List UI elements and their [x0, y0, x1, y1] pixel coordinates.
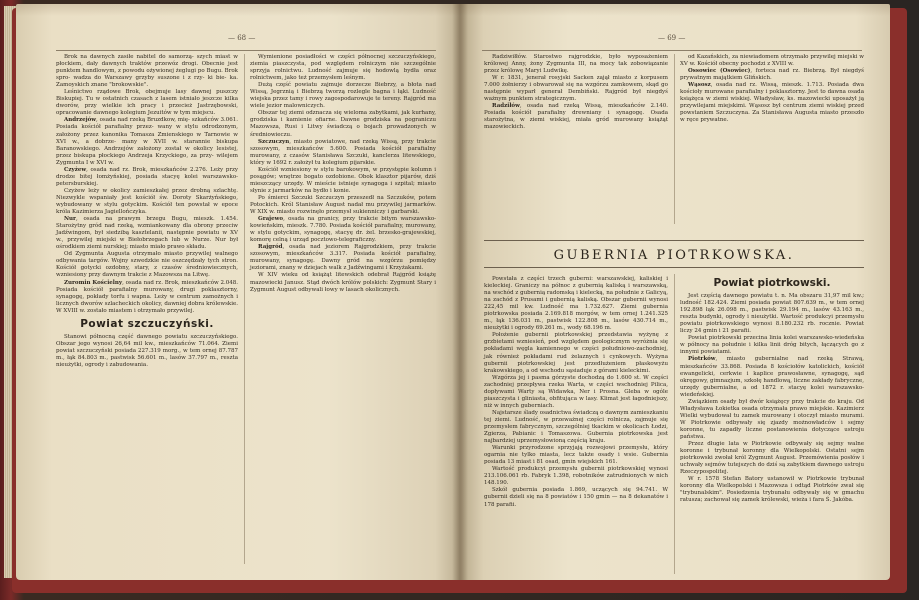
left-column-1	[56, 54, 238, 369]
paragraph: Kościół wzniesiony w stylu barokowym, w przystępie kolumn i posągów; wnętrze bogato ozdobione. Obok klasztor pijarów, dziś mieszczący urzędy. W mieście istnieje synagoga i szpital; miasto słynie z jarmarków na bydło i konie.	[250, 166, 436, 194]
heading-rule-bottom	[484, 267, 864, 268]
column-rule	[244, 54, 245, 564]
left-column-2	[250, 54, 436, 294]
right-bottom-column-2	[680, 276, 864, 504]
right-page	[462, 4, 890, 580]
paragraph: Szczuczyn, miasto powiatowe, nad rzeką Wissą, przy trakcie szosowym, mieszkańców 5.600. Posiada kościół parafialny murowany, z czasów Stanisława Szczuki, kanclerza litewskiego, który w 1692 r. założył tu kolegium pijarskie.	[250, 138, 436, 166]
paragraph: Powstała z części trzech guberni: warszawskiej, kaliskiej i kieleckiej. Graniczy na północ z gubernią kaliską i warszawską, na wschód z gubernią radomską i kielecką, na południe z Galicyą, na zachód z Prusami i gubernią kaliską. Obszar gubernii wynosi 222,45 mil kw. Ludność ma 1.732.627. Ziemi gubernia piotrkowska posiada 2.169.818 morgów, w tem ornej 1.241.325 m., łąk 136.031 m., pastwisk 122.808 m., lasów 430.714 m., nieużytki i ogrody 69.261 m., wody 68.196 m.	[484, 276, 668, 332]
paragraph: Radziwiłłów. Starostwo rajgrodzkie, było wyposażeniem królowej Anny, żony Zygmunta III, na mocy tak zobowiązanie przez królowę Maryi Ludwikę.	[484, 54, 668, 75]
paragraph: Brok na dawnych zasiłe nabitel do samorzą- szych miast w płockiem, dały dawnych traktów przewóz drogi. Obecnie jest punktem handlowym, z powodu ożywionej żeglugi po Bugu. Brok spro- wadza do Warszawy grzyby suszone i z rzy- ki bie- ka. Zamoyskich znane "brokowskie".	[56, 54, 238, 89]
entry-name: Radziłów	[492, 103, 520, 110]
paragraph: od Kazańskich, za niewiadomem otrzymało przywilej miejski w XV w. Kościół obecny pochodzi z XVIII w.	[680, 54, 864, 68]
page-shadow	[462, 4, 890, 16]
paragraph: Po śmierci Szczuki Szczuczyn przeszedł na Szczuków, potem Potockich. Król Stanisław August nadał mu przywilej jarmarków. W XIX w. miasto rozwinęło przemysł sukienniczy i garbarski.	[250, 194, 436, 216]
entry-name: Czyżew	[64, 166, 87, 173]
right-top-column-1-text	[484, 54, 668, 132]
column-rule-bottom	[674, 274, 675, 574]
paragraph: W r. 1578 Stefan Batory ustanowił w Piotrkowie trybunał koronny dla Wielkopolski i Mazowsza i odtąd Piotrków zwał się "trybunalskim". Posiedzenia trybunału odbywały się w gmachu ratusza; zachował się zamek królewski, wieża i fara Ś. Jakóba.	[680, 476, 864, 504]
main-heading: GUBERNIA PIOTRKOWSKA.	[553, 248, 795, 263]
left-column-1-tail	[56, 334, 238, 369]
paragraph: Radziłów, osada nad rzeką Wissą, mieszkańców 2.140. Posiada kościół parafialny drewniany i synagogę. Osada starożytna, w ziemi wiskiej, miała gród murowany książąt mazowieckich.	[484, 103, 668, 131]
paragraph: Nur, osada na prawym brzegu Bugu, mieszk. 1.454. Starożytny gród nad rzeką, wzmiankowany dla obrony przeciw Jadźwingom, był siedzibą kasztelanii, następnie powiatu w XV w., przywilej miejski w Biełobrzegach lub w Nurze. Nur był ośrodkiem ziemi nurskiej; miasto miało prawo składu.	[56, 216, 238, 251]
entry-name: Nur	[64, 216, 76, 223]
paragraph: Wartość produkcyi przemysłu gubernii piotrkowskiej wynosi 213.106.061 rb. Fabryk 1.398, robotników zatrudnionych w nich 148.190.	[484, 466, 668, 487]
entry-name: Wąsosz	[688, 82, 711, 89]
paragraph: Andrzejów, osada nad rzeką Bruzdkow, mię- szkańców 3.061. Posiada kościół parafialny przez- wany w stylu odrodzonym, założony przez kanonika Tomasza Zmienskiego w Tarnowie w XVI w., a dobrze- many w XVII w. starannie biskupa Baranowskiego. Andrzejów założony został w okolicy lesistej, przez biskupa płockiego Andrzeja Krzyckiego, za przy- wilejem Zygmunta I w XVI w.	[56, 117, 238, 166]
right-bottom-column-1-text	[484, 276, 668, 509]
paragraph: Czyżew leży w okolicy zamieszkałej przez drobną szlachtę. Niezwykle wspaniały jest kościół św. Doroty Skarżyńskiego, wybudowany w stylu gotyckim. Kościół ten powstał w epoce króla Kazimierza Jagiellończyka.	[56, 187, 238, 216]
paragraph: Zuromin Kościelny, osada nad rz. Brok, mieszkańców 2.048. Posiada kościół parafialny murowany, drugi poklasztorny, synagogę, pokłady torfu i wapna. Leży w centrum zamożnych i licznych dworów szlacheckich okolicy, dawniej dobra królewskie. W XVIII w. zostało miastem i otrzymało przywilej.	[56, 279, 238, 314]
right-bottom-column-2-text	[680, 293, 864, 504]
paragraph: Najstarsze ślady osadnictwa świadczą o dawnym zamieszkaniu tej ziemi. Ludność, w przeważnej części rolnicza, zajmuje się przemysłem fabrycznym, szczególniej tkackim w okolicach Łodzi, Zgierza, Pabianic i Tomaszowa. Gubernia piotrkowska jest najbardziej uprzemysłowioną częścią kraju.	[484, 409, 668, 445]
paragraph: Wzgórza jej i pasma górzyste dochodzą do 1.600 st. W części zachodniej przepływa rzeka Warta, w części wschodniej Pilica, dopływami Warty są Widawka, Ner i Prosna. Gleba w ogóle piaszczysta i gliniasta, obfitująca w lasy. Klimat jest łagodniejszy, niż w innych guberniach.	[484, 374, 668, 409]
paragraph: Dużą część powiatu zajmuje dorzecze Biebrzy, a błota nad Wissą, Jegrznią i Biebrzą tworzą rozlegle bagna i łąki. Ludność wiejska przez tamy i rowy zagospodarowuje te tereny. Rajgród ma wiele jezior malowniczych.	[250, 82, 436, 110]
subsection-title: Powiat piotrkowski.	[713, 277, 831, 289]
paragraph: Czyżew, osada nad rz. Brok, mieszkańców 2.276. Leży przy drodze bitej łomżyńskiej, posiada stacyę kolei warszawsko-petersburskiej.	[56, 166, 238, 187]
paragraph: Położenie gubernii piotrkowskiej przedstawia wyżynę z grzbietami wzniesień, pod względem geologicznym wyróżnia się pokładami węgla kamiennego w części południowo-zachodniej, jak również pokładami rud żelaznych i cynkowych. Wyżyna gubernii piotrkowskiej jest przedłużeniem płaskowyżu krakowskiego, a od wschodu sąsiaduje z górami kieleckimi.	[484, 332, 668, 374]
paragraph: Szkół gubernia posiada 1.869, uczących się 94.741. W gubernii dzieli się na 8 powiatów i 150 gmin — na 8 dekanatów i 178 parafii.	[484, 487, 668, 508]
section-title: Powiat szczuczyński.	[80, 317, 214, 330]
paragraph: Rajgród, osada nad jeziorem Rajgrodzkiem, przy trakcie szosowym, mieszkańców 3.317. Posiada kościół parafialny, murowany, synagogę. Dawny gród na wzgórzu pomiędzy jeziorami, znany w dziejach walk z Jadźwingami i Krzyżakami.	[250, 244, 436, 272]
right-top-column-2	[680, 54, 864, 124]
right-page-number: — 69 —	[658, 34, 686, 42]
paragraph: Jest częścią dawnego powiatu t. n. Ma obszaru 31,97 mil kw.; ludność 182.424. Ziemi posiada powiat 807.639 m., w tem ornej 192.898 łąk 26.098 m., pastwisk 29.194 m., lasów 43.163 m., reszta budynki, ogrody i nieużytki. Wartość produkcyi przemysłu powiatu piotrkowskiego wynosi 8.180.232 rb. rocznie. Powiat liczy 24 gmin i 21 parafii.	[680, 293, 864, 335]
page-shadow	[16, 4, 462, 16]
left-column-1-text	[56, 54, 238, 315]
paragraph: Od Zygmunta Augusta otrzymało miasto przywilej walnego odbywania targów. Wojny szwedzkie nie oszczędzały tych stron. Kościół gotycki ozdobny, stary, z czasów średniowiecznych, wzniesiony przy dawnym trakcie z Mazowsza na Litwę.	[56, 251, 238, 279]
entry-name: Rajgród	[258, 244, 283, 251]
paragraph: Grajewo, osada na granicy, przy trakcie bitym warszawsko-kowieńskim, mieszk. 7.780. Posiada kościół parafialny, murowany, w stylu gotyckim, synagogę, stacyę dr. żel. brzesko-grajewskiej, komorę celną i urząd pocztowo-telegraficzny.	[250, 216, 436, 244]
paragraph: Piotrków, miasto gubernialne nad rzeką Strawą, mieszkańców 33.868. Posiada 8 kościołów katolickich, kościół ewangelicki, cerkwie i kaplice prawosławne, synagogę, sąd okręgowy, gimnazjum, szkołę handlową, liczne zakłady fabryczne, urzędy gubernialne, a od 1872 r. stacyę kolei warszawsko-wiedeńskiej.	[680, 356, 864, 398]
top-rule	[482, 50, 862, 51]
left-page	[16, 4, 462, 580]
entry-name: Piotrków	[688, 356, 716, 363]
top-rule	[56, 50, 436, 51]
paragraph: Ossowiec (Osowiec), forteca nad rz. Biebrzą. Był niegdyś prywatnym majątkiem Glińskich.	[680, 68, 865, 82]
heading-rule-top	[484, 240, 864, 241]
paragraph: Obszar tej ziemi odznacza się wieloma zabytkami, jak kurhany, grodziska i kamienie ofiarne. Dawne grodziska na pograniczu Mazowsza, Rusi i Litwy świadczą o bojach prowadzonych w średniowieczu.	[250, 110, 436, 138]
left-page-number: — 68 —	[228, 34, 256, 42]
paragraph: Leśnictwo rządowe Brok, obejmuje lasy dawnej puszczy Biskupiej. Tu w ostatnich czasach z lasem istniało jeszcze kilka dworów, przy wielkie ich pracy i przecież Jastrzębowski, opracowanie dawnego kolegium Jezuitów w tym miejscu.	[56, 89, 238, 117]
right-bottom-column-1	[484, 276, 668, 509]
paragraph: Związkiem osady był dwór książęcy przy trakcie do kraju. Od Władysława Łokietka osada otrzymała prawo miejskie. Kazimierz Wielki wybudował tu zamek murowany i otoczył miasto murami. W Piotrkowie odbywały się zjazdy możnowładców i sejmy koronne, tu zapadły liczne postanowienia dotyczące ustroju państwa.	[680, 398, 864, 440]
paragraph: Powiat piotrkowski przecina linia kolei warszawsko-wiedeńska w północy na południe i kilka linii dróg bitych, łączących go z innymi powiatami.	[680, 335, 864, 356]
paragraph: Stanowi północną część dawnego powiatu szczuczyńskiego. Obszar jego wynosi 26,64 mil kw., mieszkańców 71.064. Ziemi powiat szczuczyński posiada 227.319 morg., w tem ornej 87.787 m., łąk 84.803 m., pastwisk 56.601 m., lasów 37.797 m., reszta nieużytki, ogrody i zabudowania.	[56, 333, 238, 368]
entry-name: Grajewo	[258, 216, 284, 223]
entry-name: Andrzejów	[64, 117, 97, 124]
paragraph: Przez długie lata w Piotrkowie odbywały się sejmy walne koronne i trybunał koronny dla Wielkopolski. Ostatni sejm piotrkowski zwołał król Zygmunt August. Przemówienia posłów i uchwały sejmów tutejszych do dziś są zabytkiem dawnego ustroju Rzeczypospolitej.	[680, 441, 864, 476]
paragraph: Wymienione posiadłości w części północnej szczuczyńskiego, ziemia piaszczysta, pod względem rolniczym nie szczególnie sprzyja rolnictwu. Ludność zajmuje się hodowlą bydła oraz rolnictwem, jako też przemysłem leśnym.	[250, 54, 436, 82]
paragraph: Wąsosz, osada nad rz. Wissą, mieszk. 1.713. Posiada dwa kościoły murowane parafialny i poklasztorny. Jest to dawna osada książęca w ziemi wiskiej. Władysław, ks. mazowiecki uposażył ją przywilejami miejskimi. Wąsosz był centrum ziemi wiskiej przed powstaniem Szczuczyna. Za Stanisława Augusta miasto przeszło w ręce prywatne.	[680, 82, 864, 124]
paragraph: W XIV wieku od książąt litewskich odebrał Rajgród książę mazowiecki Janusz. Stąd dwóch królów polskich: Zygmunt Stary i Zygmunt August odbywali łowy w lasach okolicznych.	[250, 272, 436, 293]
entry-name: Zuromin Kościelny	[64, 279, 123, 286]
right-top-column-2-text	[680, 54, 864, 124]
entry-name: Szczuczyn	[258, 138, 290, 145]
paragraph: Warunki przyrodzone sprzyjają rozwojowi przemysłu, który ogarnia nie tylko miasta, lecz także osady i wsie. Gubernia posiada 13 miast i 81 osad, gmin wiejskich 161.	[484, 445, 668, 466]
left-column-2-text	[250, 54, 436, 294]
entry-name: Ossowiec (Osowiec)	[688, 68, 751, 75]
paragraph: W r. 1831, jenerał rosyjski Sacken zajął miasto z korpusem 7.000 żołnierzy i obwarował się na wzgórzu zamkowem, skąd go następnie wyparł generał Dembiński. Rajgród był niegdyś ważnym punktem strategicznym.	[484, 75, 668, 103]
column-rule-top	[674, 54, 675, 224]
right-top-column-1	[484, 54, 668, 132]
